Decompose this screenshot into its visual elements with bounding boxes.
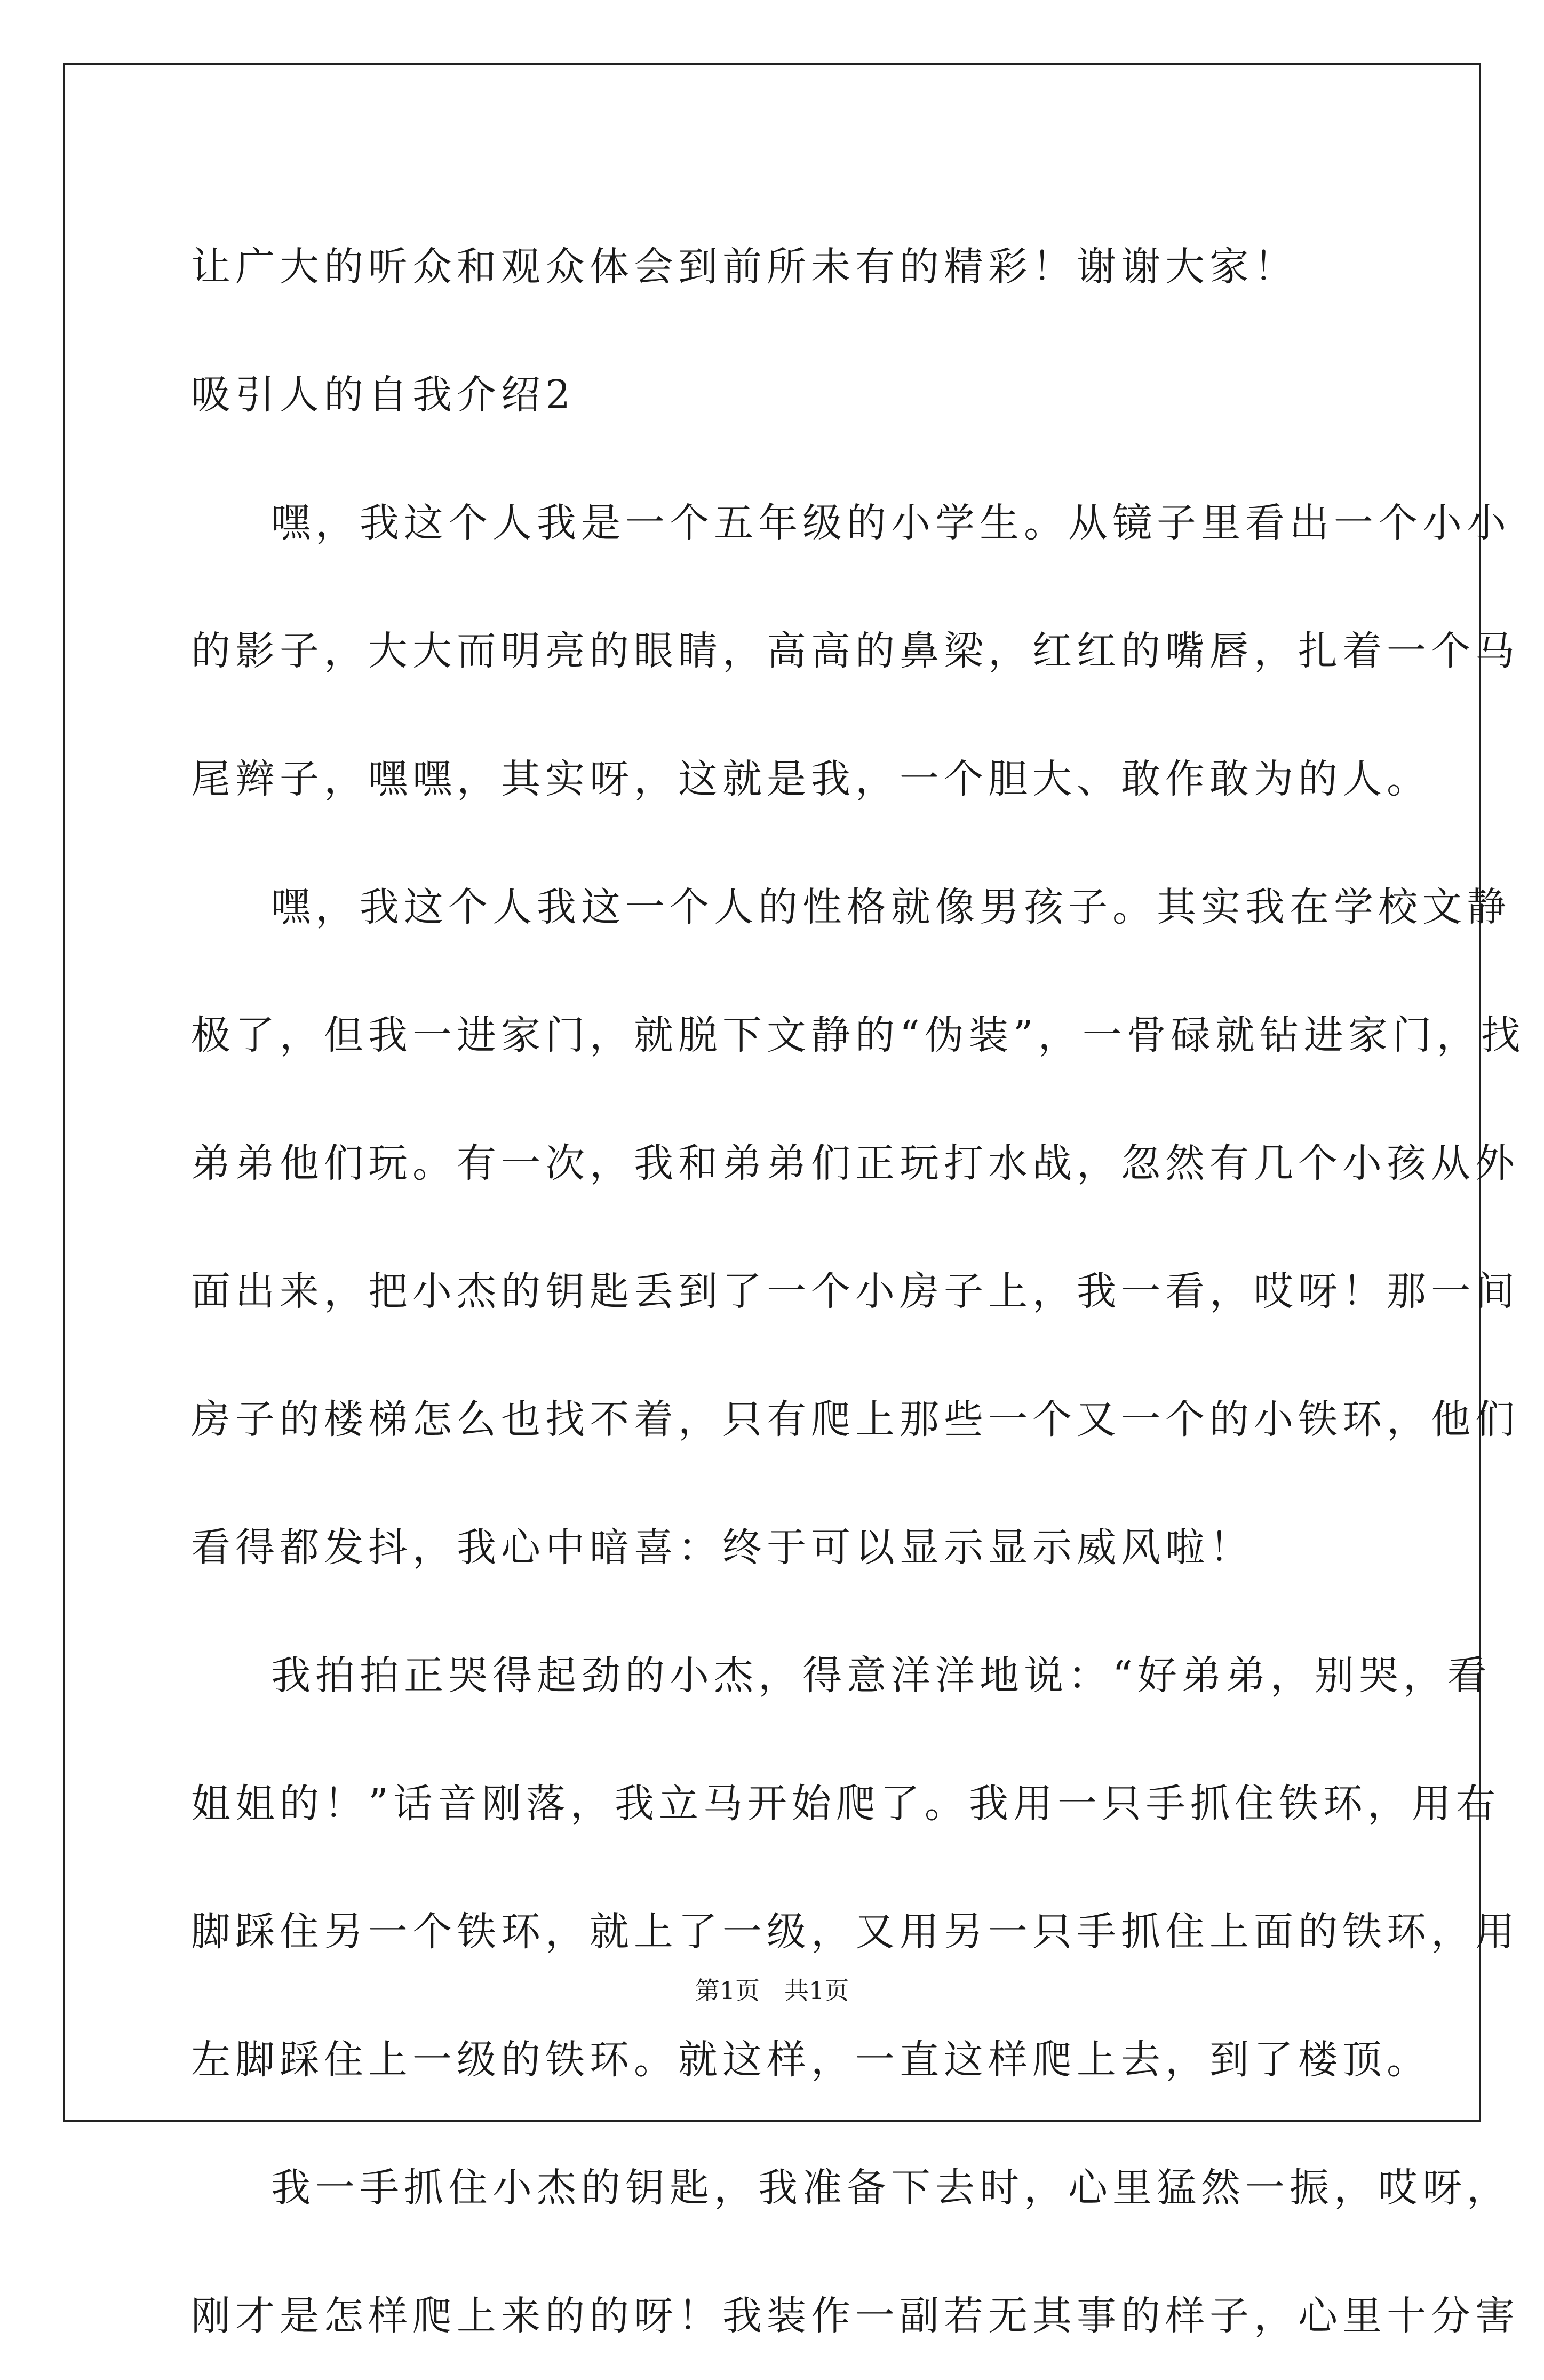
text-line: 面出来，把小杰的钥匙丢到了一个小房子上，我一看，哎呀！那一间 [191, 1268, 1519, 1314]
text-line: 看得都发抖，我心中暗喜：终于可以显示显示威风啦！ [191, 1525, 1254, 1570]
paragraph-first-line: 我一手抓住小杰的钥匙，我准备下去时，心里猛然一振，哎呀， [271, 2165, 1511, 2211]
text-line: 的影子，大大而明亮的眼睛，高高的鼻梁，红红的嘴唇，扎着一个马 [191, 628, 1519, 674]
paragraph-first-line: 嘿，我这个人我这一个人的性格就像男孩子。其实我在学校文静 [271, 884, 1511, 930]
text-line: 左脚踩住上一级的铁环。就这样，一直这样爬上去，到了楼顶。 [191, 2037, 1431, 2083]
section-heading: 吸引人的自我介绍2 [191, 372, 576, 418]
text-line: 房子的楼梯怎么也找不着，只有爬上那些一个又一个的小铁环，他们 [191, 1397, 1519, 1442]
text-line: 弟弟他们玩。有一次，我和弟弟们正玩打水战，忽然有几个小孩从外 [191, 1140, 1519, 1186]
text-line: 让广大的听众和观众体会到前所未有的精彩！谢谢大家！ [191, 244, 1298, 290]
text-line: 极了，但我一进家门，就脱下文静的“伪装”，一骨碌就钻进家门，找 [191, 1012, 1525, 1058]
text-line: 姐姐的！”话音刚落，我立马开始爬了。我用一只手抓住铁环，用右 [191, 1781, 1500, 1827]
text-line: 尾辫子，嘿嘿，其实呀，这就是我，一个胆大、敢作敢为的人。 [191, 756, 1431, 802]
text-line: 刚才是怎样爬上来的的呀！我装作一副若无其事的样子，心里十分害 [191, 2293, 1519, 2339]
document-body [191, 203, 1525, 2380]
paragraph-first-line: 嘿，我这个人我是一个五年级的小学生。从镜子里看出一个小小 [271, 500, 1511, 546]
page-number-footer: 第1页 共1页 [695, 1976, 849, 2005]
paragraph-first-line: 我拍拍正哭得起劲的小杰，得意洋洋地说：“好弟弟，别哭，看 [271, 1653, 1492, 1699]
text-line: 脚踩住另一个铁环，就上了一级，又用另一只手抓住上面的铁环，用 [191, 1909, 1519, 1955]
